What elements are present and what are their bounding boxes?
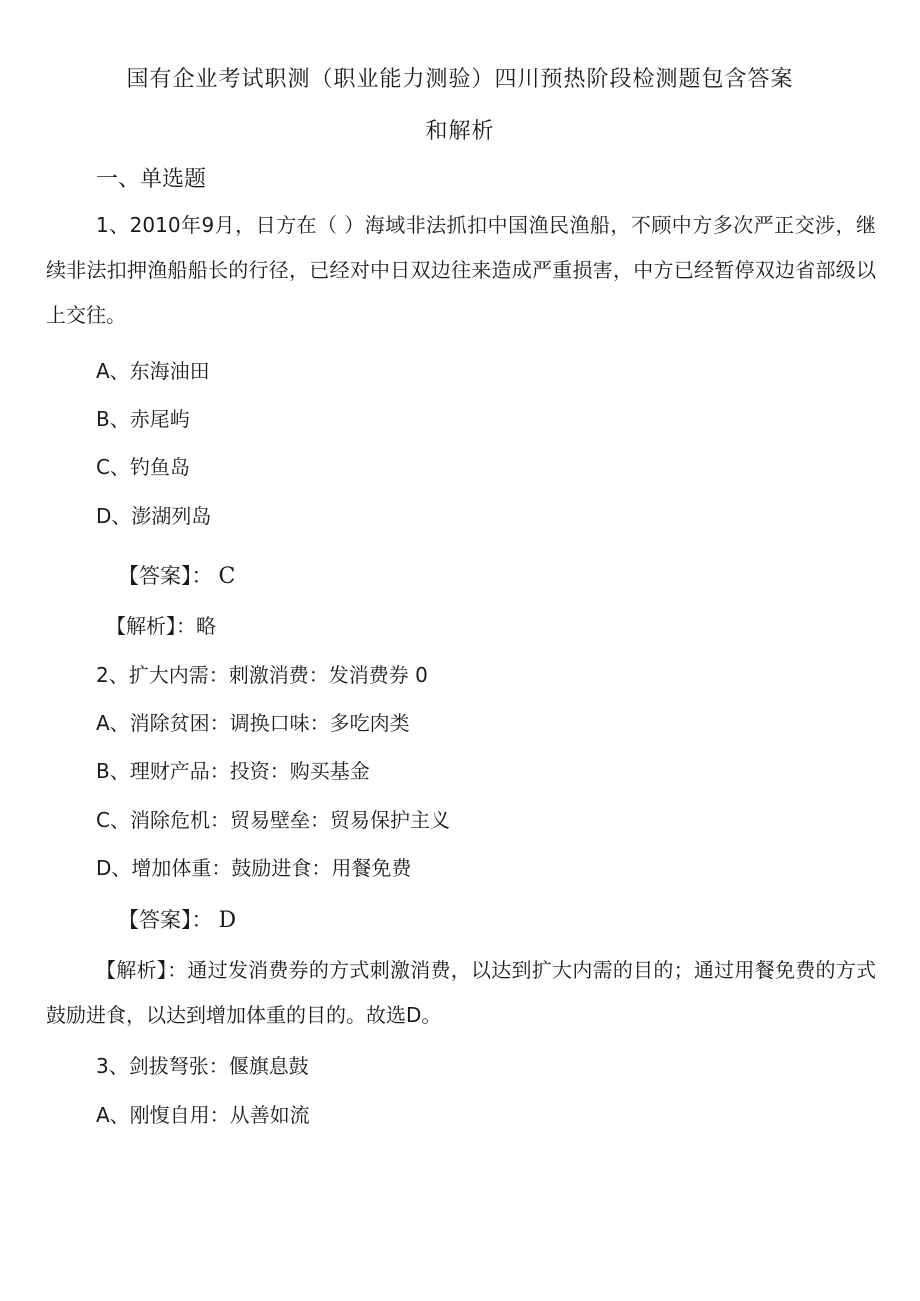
question-1-option-b: B、赤尾屿 [96,407,190,431]
analysis-label: 【解析】 [96,958,168,982]
answer-label: 【答案】： [118,908,213,932]
question-3-stem: 3、剑拔弩张：偃旗息鼓 [96,1054,309,1078]
doc-title-line-1: 国有企业考试职测（职业能力测验）四川预热阶段检测题包含答案 [126,67,794,92]
question-1-answer [118,562,235,591]
question-1-option-d: D、澎湖列岛 [96,504,212,528]
question-2-option-a: A、消除贫困：调换口味：多吃肉类 [96,711,410,735]
analysis-text: ：通过发消费券的方式刺激消费，以达到扩大内需的目的；通过用餐免费的方式鼓励进食，以达到增加体重的目的。故选D。 [46,958,877,1027]
question-1-analysis [106,612,216,640]
doc-title-line-2: 和解析 [425,119,495,144]
analysis-text: ：略 [176,614,216,638]
question-2-stem: 2、扩大内需：刺激消费：发消费券 0 [96,663,428,687]
question-2-answer [118,906,236,935]
question-1-option-a: A、东海油田 [96,359,210,383]
question-1-option-c: C、钓鱼岛 [96,455,190,479]
question-2-analysis [46,948,876,1038]
question-1-stem: 1、2010年9月，日方在（ ）海域非法抓扣中国渔民渔船，不顾中方多次严正交涉，继续非法扣押渔船船长的行径，已经对中日双边往来造成严重损害，中方已经暂停双边省部级以上交往。 [46,213,876,327]
question-3-option-a: A、刚愎自用：从善如流 [96,1103,310,1127]
analysis-label: 【解析】 [106,614,176,638]
answer-value: D [218,908,237,933]
section-heading: 一、单选题 [96,167,207,192]
question-2-option-b: B、理财产品：投资：购买基金 [96,759,370,783]
answer-label: 【答案】： [118,564,213,588]
question-2-option-c: C、消除危机：贸易壁垒：贸易保护主义 [96,808,450,832]
question-2-option-d: D、增加体重：鼓励进食：用餐免费 [96,856,412,880]
answer-value: C [218,564,236,589]
